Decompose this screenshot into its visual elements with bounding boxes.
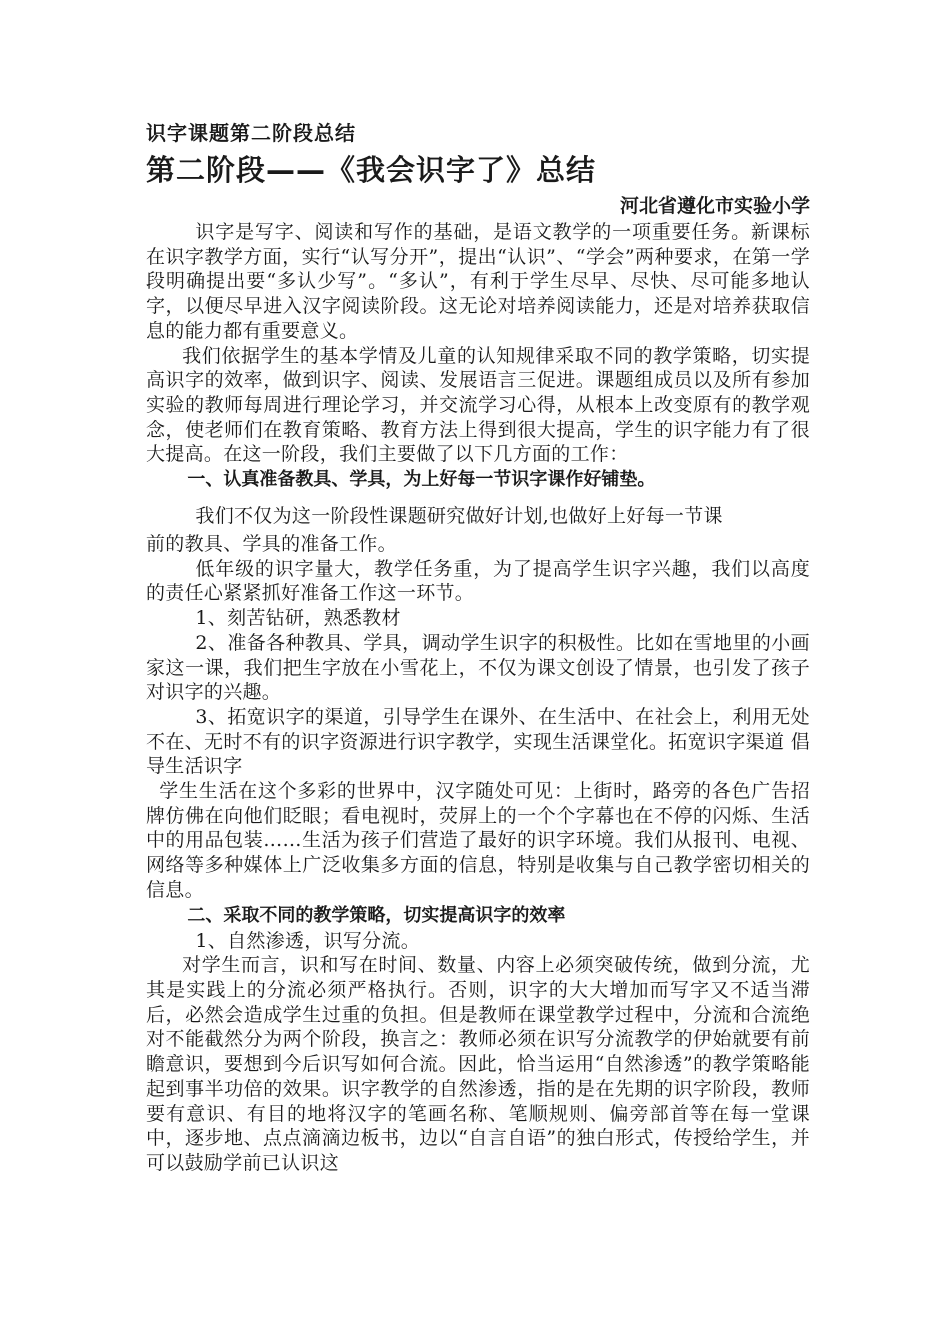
list-item-2: 2、准备各种教具、学具，调动学生识字的积极性。比如在雪地里的小画家这一课，我们把生字放在小雪花上，不仅为课文创设了情景，也引发了孩子对识字的兴趣。 — [146, 631, 810, 704]
document-subtitle: 识字课题第二阶段总结 — [146, 121, 356, 145]
list-item-4: 1、自然渗透，识写分流。 — [195, 929, 421, 952]
paragraph-intro: 识字是写字、阅读和写作的基础，是语文教学的一项重要任务。新课标在识字教学方面，实行“认写分开”，提出“认识”、“学会”两种要求，在第一学段明确提出要“多认少写”。“多认”，有利于学生尽早、尽快、尽可能多地认字，以便尽早进入汉字阅读阶段。这无论对培养阅读能力，还是对培养获取信息的能力都有重要意义。 — [146, 221, 810, 342]
section-heading-1: 一、认真准备教具、学具，为上好每一节识字课作好铺垫。 — [187, 469, 656, 491]
paragraph-plan-line2: 前的教具、学具的准备工作。 — [146, 533, 397, 556]
paragraph-separation: 对学生而言，识和写在时间、数量、内容上必须突破传统，做到分流，尤其是实践上的分流必须严格执行。否则，识字的大大增加而写字又不适当滞后，必然会造成学生过重的负担。但是教师在课堂教学过程中，分流和合流绝对不能截然分为两个阶段，换言之：教师必须在识写分流教学的伊始就要有前瞻意识，要想到今后识写如何合流。因此，恰当运用“自然渗透”的教学策略能起到事半功倍的效果。识字教学的自然渗透，指的是在先期的识字阶段，教师要有意识、有目的地将汉字的笔画名称、笔顺规则、偏旁部首等在每一堂课中，逐步地、点点滴滴边板书，边以“自言自语”的独白形式，传授给学生，并可以鼓励学前已认识这 — [146, 954, 810, 1174]
section-heading-2: 二、采取不同的教学策略，切实提高识字的效率 — [187, 904, 566, 926]
paragraph-prep: 低年级的识字量大，教学任务重，为了提高学生识字兴趣，我们以高度的责任心紧紧抓好准备工作这一环节。 — [146, 557, 810, 605]
school-name: 河北省遵化市实验小学 — [619, 195, 810, 217]
document-title: 第二阶段——《我会识字了》总结 — [146, 153, 597, 187]
paragraph-plan-line1: 我们不仅为这一阶段性课题研究做好计划,也做好上好每一节课 — [195, 505, 723, 528]
list-item-1: 1、刻苦钻研，熟悉教材 — [195, 607, 401, 630]
paragraph-strategy: 我们依据学生的基本学情及儿童的认知规律采取不同的教学策略，切实提高识字的效率，做到识字、阅读、发展语言三促进。课题组成员以及所有参加实验的教师每周进行理论学习，并交流学习心得，从根本上改变原有的教学观念，使老师们在教育策略、教育方法上得到很大提高，学生的识字能力有了很大提高。在这一阶段，我们主要做了以下几方面的工作： — [146, 344, 810, 466]
list-item-3: 3、拓宽识字的渠道，引导学生在课外、在生活中、在社会上，利用无处不在、无时不有的识字资源进行识字教学，实现生活课堂化。拓宽识字渠道 倡导生活识字 — [146, 705, 810, 778]
document-page — [146, 118, 810, 1176]
paragraph-life: 学生生活在这个多彩的世界中，汉字随处可见：上街时，路旁的各色广告招牌仿佛在向他们眨眼；看电视时，荧屏上的一个个字幕也在不停的闪烁、生活中的用品包装……生活为孩子们营造了最好的识字环境。我们从报刊、电视、网络等多种媒体上广泛收集多方面的信息，特别是收集与自己教学密切相关的信息。 — [146, 780, 810, 901]
